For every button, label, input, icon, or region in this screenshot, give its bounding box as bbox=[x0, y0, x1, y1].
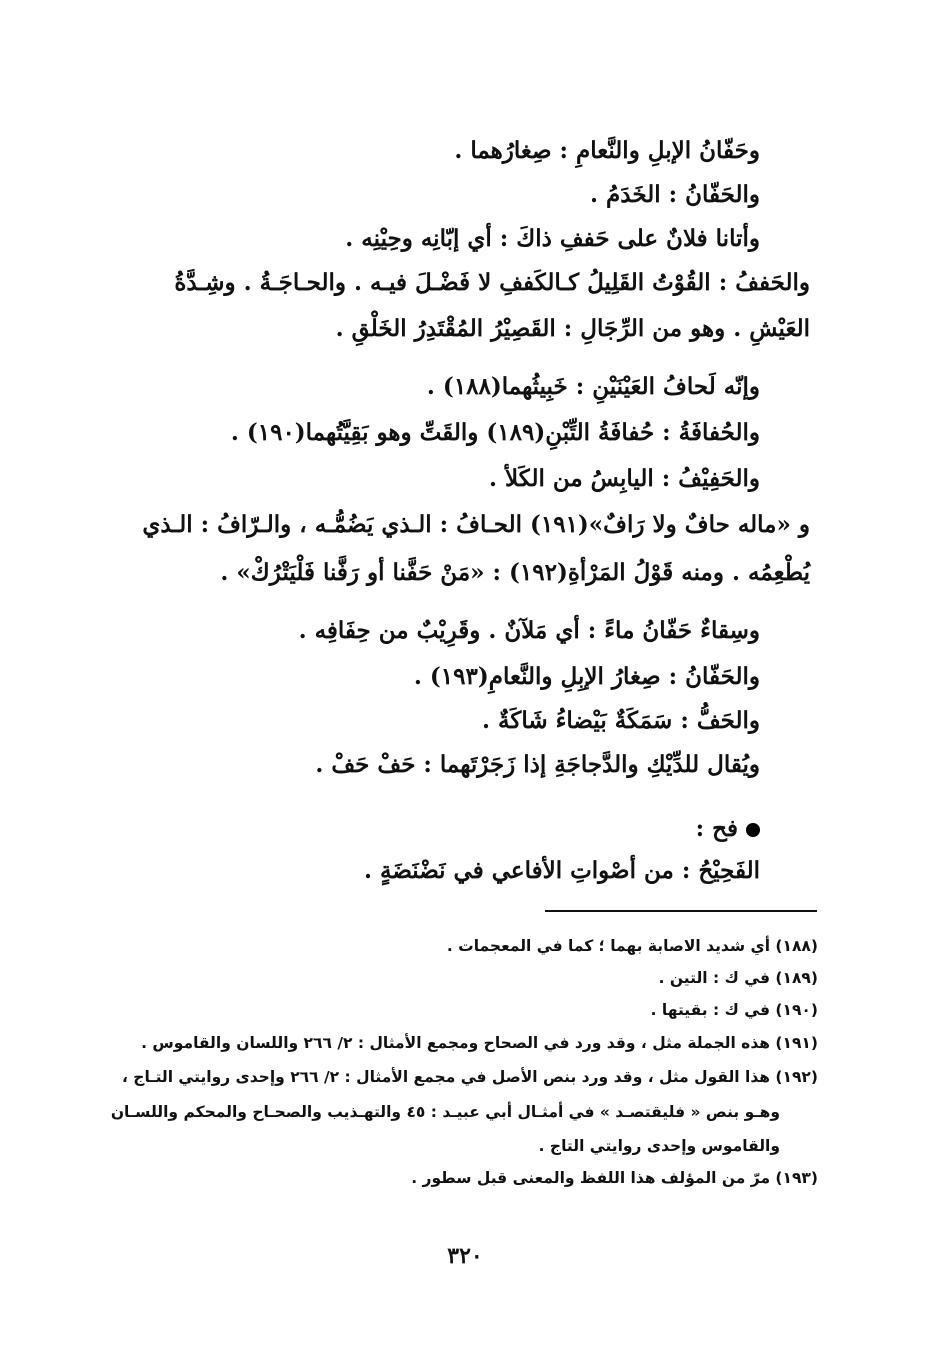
entry-line: والحَفِيْفُ : اليابِسُ من الكَلأ . bbox=[489, 465, 760, 492]
entry-line: العَيْشِ . وهو من الرِّجَالِ : القَصِيْرُ المُقْتَدِرُ الخَلْقِ . bbox=[335, 315, 810, 342]
footnote: (١٩١) هذه الجملة مثل ، وقد ورد في الصحاح ومجمع الأمثال : ٢/ ٢٦٦ واللسان والقاموس . bbox=[141, 1034, 818, 1052]
page-number: ٣٢٠ bbox=[447, 1243, 483, 1269]
entry-line: وسِقاءٌ حَفّانُ ماءً : أي مَلآنٌ . وقَرِيْبٌ من حِفَافِه . bbox=[298, 617, 760, 644]
footnote: (١٩٣) مرّ من المؤلف هذا اللفظ والمعنى قبل سطور . bbox=[411, 1169, 818, 1187]
footnote: والقاموس وإحدى روايتي التاج . bbox=[538, 1137, 780, 1155]
footnote: (١٩٢) هذا القول مثل ، وقد ورد بنص الأصل في مجمع الأمثال : ٢/ ٢٦٦ وإحدى روايتي التـاج ، bbox=[122, 1068, 818, 1086]
entry-line: يُطْعِمُه . ومنه قَوْلُ المَرْأةِ(١٩٢) : «مَنْ حَفَّنا أو رَفَّنا فَلْيَتْرُكْ» . bbox=[220, 559, 810, 586]
entry-line: والحَفُّ : سَمَكَةٌ بَيْضاءُ شَاكَةٌ . bbox=[482, 707, 760, 734]
entry-line: و «ماله حافٌ ولا رَافٌ»(١٩١) الحـافُ : الـذي يَضُمُّـه ، والـرّافُ : الـذي bbox=[142, 511, 810, 538]
section-heading bbox=[696, 812, 760, 846]
entry-line: والحَفّانُ : الخَدَمُ . bbox=[590, 181, 760, 208]
entry-line: الفَحِيْحُ : من أصْواتِ الأفاعي في نَضْنَضَةٍ . bbox=[363, 857, 760, 884]
footnote: وهـو بنص « فليقتصـد » في أمثـال أبي عبيـد : ٤٥ والتهـذيب والصحـاح والمحكم واللسـان bbox=[110, 1103, 780, 1121]
entry-line: والحَففُ : القُوْتُ القَلِيلُ كـالكَففِ لا فَضْـلَ فيـه . والحـاجَـةُ . وشِـدَّةُ bbox=[174, 269, 810, 296]
entry-line: وإنّه لَحافُ العَيْنَيْنِ : خَبِيثُهما(١٨٨) . bbox=[426, 373, 760, 400]
footnote: (١٨٩) في ك : التين . bbox=[658, 969, 818, 987]
entry-line: والحَفّانُ : صِغارُ الإبِلِ والنَّعامِ(١٩٣) . bbox=[413, 663, 760, 690]
section-heading-text: فح : bbox=[695, 815, 738, 842]
bullet-icon bbox=[746, 823, 760, 837]
entry-line: ويُقال للدِّيْكِ والدَّجاجَةِ إذا زَجَرْتَهما : حَفْ حَفْ . bbox=[315, 751, 760, 778]
entry-line: والحُفافَةُ : حُفافَةُ التِّبْنِ(١٨٩) والقَتِّ وهو بَقِيَّتُهما(١٩٠) . bbox=[230, 419, 760, 446]
footnote: (١٨٨) أي شديد الاصابة بهما ؛ كما في المعجمات . bbox=[446, 937, 818, 955]
entry-line: وحَفّانُ الإبلِ والنَّعامِ : صِغارُهما . bbox=[454, 137, 760, 164]
footnote-divider bbox=[545, 910, 817, 912]
entry-line: وأتانا فلانٌ على حَففِ ذاكَ : أي إبّانِه وحِيْنِه . bbox=[345, 225, 760, 252]
footnote: (١٩٠) في ك : بقيتها . bbox=[650, 1001, 818, 1019]
